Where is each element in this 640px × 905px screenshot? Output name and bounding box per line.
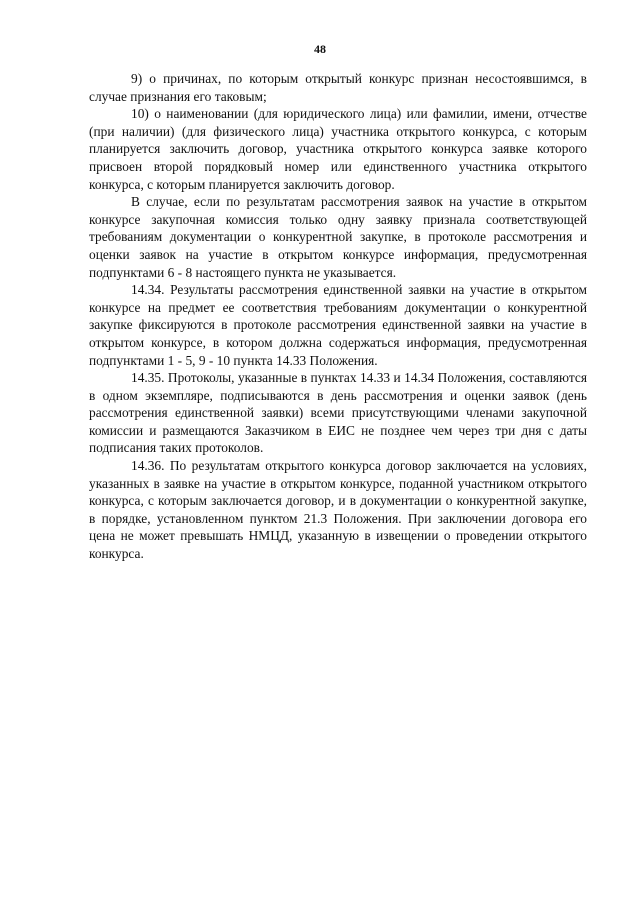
paragraph-single-bid-note: В случае, если по результатам рассмотрения заявок на участие в открытом конкурсе закупочная комиссия только одну заявку признала соответствующей требованиям документации о конкурентной закупке, в протоколе рассмотрения и оценки заявок на участие в открытом конкурсе информация, предусмотренная подпунктами 6 - 8 настоящего пункта не указывается. — [89, 194, 587, 280]
paragraph-item-9: 9) о причинах, по которым открытый конкурс признан несостоявшимся, в случае признания его таковым; — [89, 71, 587, 104]
paragraph-14-34: 14.34. Результаты рассмотрения единственной заявки на участие в открытом конкурсе на предмет ее соответствия требованиям документации о конкурентной закупке фиксируются в протоколе рассмотрения единственной заявки на участие в открытом конкурсе, в котором должна содержаться информация, предусмотренная подпунктами 1 - 5, 9 - 10 пункта 14.33 Положения. — [89, 282, 587, 368]
page-number: 48 — [314, 42, 326, 56]
paragraph-item-10: 10) о наименовании (для юридического лица) или фамилии, имени, отчестве (при наличии) (для физического лица) участника открытого конкурса, с которым планируется заключить договор, участника открытого конкурса заявке которого присвоен второй порядковый номер или единственного участника открытого конкурса, с которым планируется заключить договор. — [89, 106, 587, 192]
paragraph-14-36: 14.36. По результатам открытого конкурса договор заключается на условиях, указанных в заявке на участие в открытом конкурсе, поданной участником открытого конкурса, с которым заключается договор, и в документации о конкурентной закупке, в порядке, установленном пунктом 21.3 Положения. При заключении договора его цена не может превышать НМЦД, указанную в извещении о проведении открытого конкурса. — [89, 458, 587, 562]
paragraph-14-35: 14.35. Протоколы, указанные в пунктах 14.33 и 14.34 Положения, составляются в одном экземпляре, подписываются в день рассмотрения и оценки заявок (день рассмотрения единственной заявки) всеми присутствующими членами закупочной комиссии и размещаются Заказчиком в ЕИС не позднее чем через три дня с даты подписания таких протоколов. — [89, 370, 587, 456]
document-body — [89, 70, 587, 563]
